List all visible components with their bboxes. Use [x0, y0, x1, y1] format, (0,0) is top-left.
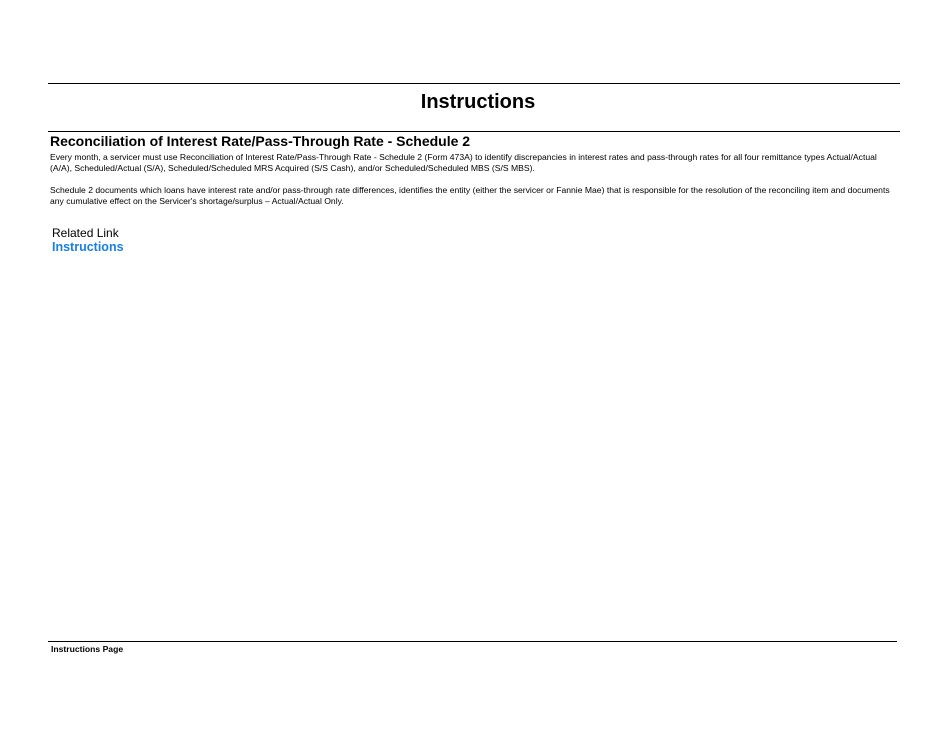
footer-divider [48, 641, 897, 642]
top-divider [48, 83, 900, 84]
schedule-description-paragraph: Schedule 2 documents which loans have interest rate and/or pass-through rate differences, identifies the entity (either the servicer or Fannie Mae) that is responsible for the resolution of the reconciling item and documents any cumulative effect on the Servicer's shortage/surplus – Actual/Actual Only. [50, 185, 890, 206]
intro-paragraph: Every month, a servicer must use Reconciliation of Interest Rate/Pass-Through Rate - Schedule 2 (Form 473A) to identify discrepancies in interest rates and pass-through rates for all four remittance types Actual/Actual (A/A), Scheduled/Actual (S/A), Scheduled/Scheduled MRS Acquired (S/S Cash), and/or Scheduled/Scheduled MBS (S/S MBS). [50, 152, 877, 173]
instructions-link[interactable]: Instructions [52, 240, 124, 254]
footer-page-label: Instructions Page [51, 644, 124, 654]
section-heading: Reconciliation of Interest Rate/Pass-Through Rate - Schedule 2 [50, 133, 471, 149]
page-title: Instructions [420, 91, 536, 113]
related-link-label: Related Link [52, 226, 119, 240]
